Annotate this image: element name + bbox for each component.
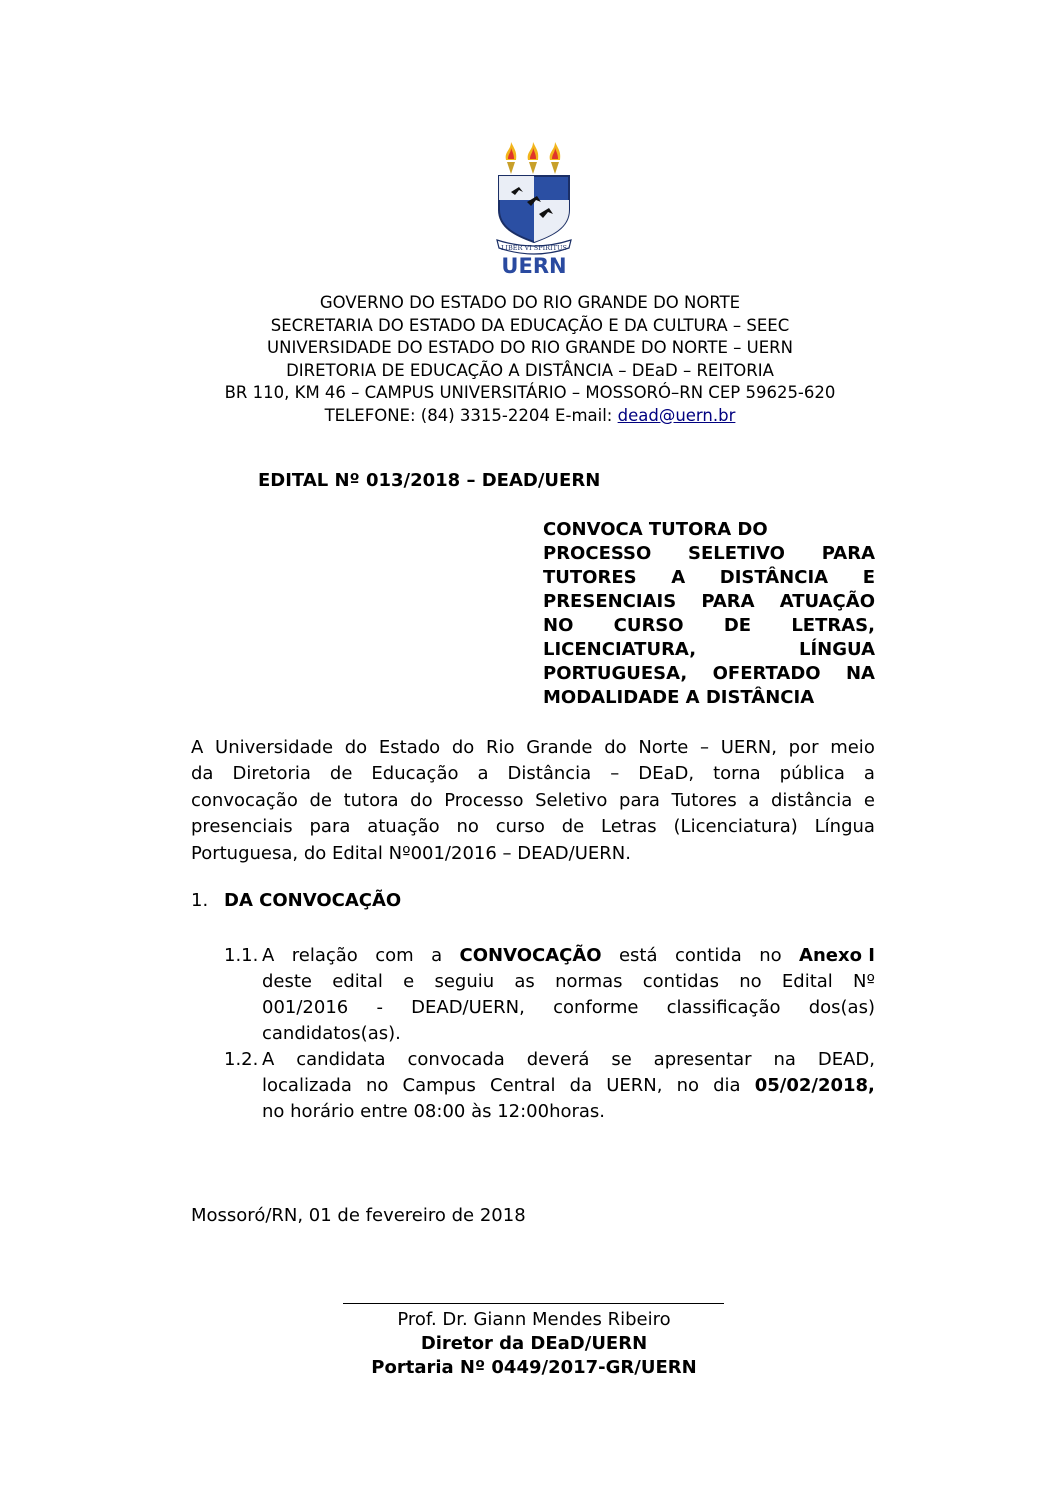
section-title: DA CONVOCAÇÃO (224, 890, 402, 911)
logo-name: UERN (501, 254, 567, 276)
item-line: 1.1. A relação com a CONVOCAÇÃO está contida no Anexo I (224, 943, 875, 969)
paragraph-line: da Diretoria de Educação a Distância – DEaD, torna pública a (191, 763, 875, 785)
contact-prefix: TELEFONE: (84) 3315-2204 E-mail: (324, 405, 618, 425)
paragraph-line: convocação de tutora do Processo Seletivo para Tutores a distância e (191, 789, 875, 811)
item-line: 001/2016 - DEAD/UERN, conforme classificação dos(as) (262, 997, 875, 1018)
header-line: DIRETORIA DE EDUCAÇÃO A DISTÂNCIA – DEaD – REITORIA (286, 360, 774, 380)
header-line: SECRETARIA DO ESTADO DA EDUCAÇÃO E DA CULTURA – SEEC (270, 315, 790, 335)
ementa-line: MODALIDADE A DISTÂNCIA (543, 687, 815, 708)
signature-block (300, 1308, 768, 1380)
item-line: deste edital e seguiu as normas contidas no Edital Nº (262, 971, 875, 992)
signature-line (343, 1303, 724, 1304)
ementa-line: PORTUGUESA, OFERTADO NA (543, 663, 875, 684)
paragraph-line: A Universidade do Estado do Rio Grande do Norte – UERN, por meio (191, 737, 875, 758)
edital-title: EDITAL Nº 013/2018 – DEAD/UERN (258, 470, 601, 491)
place-date: Mossoró/RN, 01 de fevereiro de 2018 (191, 1205, 526, 1226)
ementa-line: TUTORES A DISTÂNCIA E (543, 567, 875, 588)
item-line: no horário entre 08:00 às 12:00horas. (262, 1101, 606, 1122)
ementa-line: LICENCIATURA, LÍNGUA (543, 639, 875, 660)
email-link[interactable]: dead@uern.br (617, 405, 736, 425)
institution-header (150, 292, 910, 427)
paragraph-line: Portuguesa, do Edital Nº001/2016 – DEAD/UERN. (191, 842, 631, 864)
ementa-line: PROCESSO SELETIVO PARA (543, 543, 875, 564)
intro-paragraph (191, 735, 875, 867)
edital-ementa (543, 518, 875, 710)
signer-name: Prof. Dr. Giann Mendes Ribeiro (397, 1309, 671, 1330)
ementa-line: PRESENCIAIS PARA ATUAÇÃO (543, 591, 875, 612)
item-line: localizada no Campus Central da UERN, no dia 05/02/2018, (262, 1073, 875, 1099)
header-line: BR 110, KM 46 – CAMPUS UNIVERSITÁRIO – MOSSORÓ–RN CEP 59625-620 (224, 383, 836, 402)
logo-motto: LIBER VI SPIRITUS (501, 244, 567, 252)
header-contact (150, 405, 910, 428)
item-1-1 (224, 943, 875, 1047)
item-number: 1.1. (224, 945, 259, 966)
presentation-date: 05/02/2018, (754, 1075, 875, 1096)
item-1-2 (224, 1047, 875, 1125)
signer-role: Diretor da DEaD/UERN (420, 1333, 648, 1354)
ementa-line: CONVOCA TUTORA DO (543, 519, 768, 540)
item-line: candidatos(as). (262, 1023, 401, 1044)
section-heading (191, 890, 401, 911)
header-line: GOVERNO DO ESTADO DO RIO GRANDE DO NORTE (319, 293, 741, 312)
signer-portaria: Portaria Nº 0449/2017-GR/UERN (371, 1357, 697, 1378)
item-number: 1.2. (224, 1049, 259, 1070)
item-line: 1.2. A candidata convocada deverá se apresentar na DEAD, (224, 1047, 875, 1073)
section-number: 1. (191, 890, 209, 911)
ementa-line: NO CURSO DE LETRAS, (543, 615, 875, 636)
paragraph-line: presenciais para atuação no curso de Letras (Licenciatura) Língua (191, 816, 875, 838)
torch-icons (506, 142, 561, 174)
header-line: UNIVERSIDADE DO ESTADO DO RIO GRANDE DO NORTE – UERN (267, 338, 793, 357)
uern-logo (489, 140, 579, 276)
